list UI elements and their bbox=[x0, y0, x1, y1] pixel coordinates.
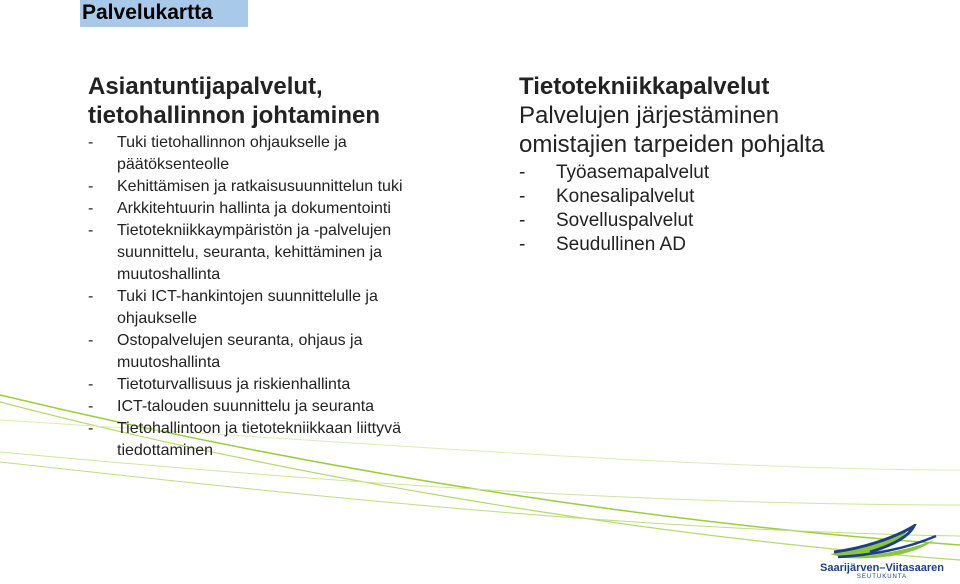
right-heading-bold: Tietotekniikkapalvelut bbox=[519, 73, 770, 100]
right-heading-line-2: Palvelujen järjestäminen bbox=[519, 102, 780, 129]
dash-marker: - bbox=[88, 288, 94, 305]
dash-marker: - bbox=[519, 234, 526, 255]
list-item: - Työasemapalvelut bbox=[519, 162, 710, 183]
list-item: - Arkkitehtuurin hallinta ja dokumentointi bbox=[88, 198, 488, 220]
dash-marker: - bbox=[88, 134, 94, 151]
dash-marker: - bbox=[88, 332, 94, 349]
list-item: - Konesalipalvelut bbox=[519, 186, 695, 207]
dash-marker: - bbox=[88, 178, 94, 195]
list-item: - Sovelluspalvelut bbox=[519, 210, 694, 231]
right-column bbox=[519, 72, 939, 257]
dash-marker: - bbox=[88, 200, 94, 217]
list-item: - Tuki ICT-hankintojen suunnittelulle ja ohjaukselle bbox=[88, 288, 378, 327]
left-heading-line-2: tietohallinnon johtaminen bbox=[88, 102, 380, 129]
right-heading-line-3: omistajien tarpeiden pohjalta bbox=[519, 131, 825, 158]
left-list bbox=[88, 132, 488, 462]
dash-marker: - bbox=[519, 186, 526, 207]
list-item: - Ostopalvelujen seuranta, ohjaus ja muutoshallinta bbox=[88, 332, 363, 371]
dash-marker: - bbox=[88, 420, 94, 437]
dash-marker: - bbox=[88, 376, 94, 393]
list-item: - ICT-talouden suunnittelu ja seuranta bbox=[88, 396, 488, 418]
organization-logo bbox=[812, 524, 952, 580]
slide-title: Palvelukartta bbox=[82, 1, 213, 24]
list-item: - Tietotekniikkaympäristön ja -palvelujen suunnittelu, seuranta, kehittäminen ja muutoshallinta bbox=[88, 222, 392, 283]
dash-marker: - bbox=[88, 398, 94, 415]
logo-subtitle: SEUTUKUNTA bbox=[856, 574, 908, 580]
dash-marker: - bbox=[519, 210, 526, 231]
list-item: - Tietoturvallisuus ja riskienhallinta bbox=[88, 374, 488, 396]
right-list bbox=[519, 161, 939, 257]
logo-name: Saarijärven–Viitasaaren bbox=[820, 562, 944, 574]
list-item: - Tuki tietohallinnon ohjaukselle ja päätöksenteolle bbox=[88, 134, 347, 173]
title-highlight bbox=[80, 0, 248, 27]
list-item: - Kehittämisen ja ratkaisusuunnittelun tuki bbox=[88, 176, 488, 198]
list-item: - Tietohallintoon ja tietotekniikkaan liittyvä tiedottaminen bbox=[88, 420, 402, 459]
logo-wave-icon bbox=[824, 524, 940, 560]
left-column bbox=[88, 72, 488, 462]
dash-marker: - bbox=[88, 222, 94, 239]
list-item: - Seudullinen AD bbox=[519, 234, 686, 255]
dash-marker: - bbox=[519, 162, 526, 183]
left-heading-line-1: Asiantuntijapalvelut, bbox=[88, 73, 323, 100]
